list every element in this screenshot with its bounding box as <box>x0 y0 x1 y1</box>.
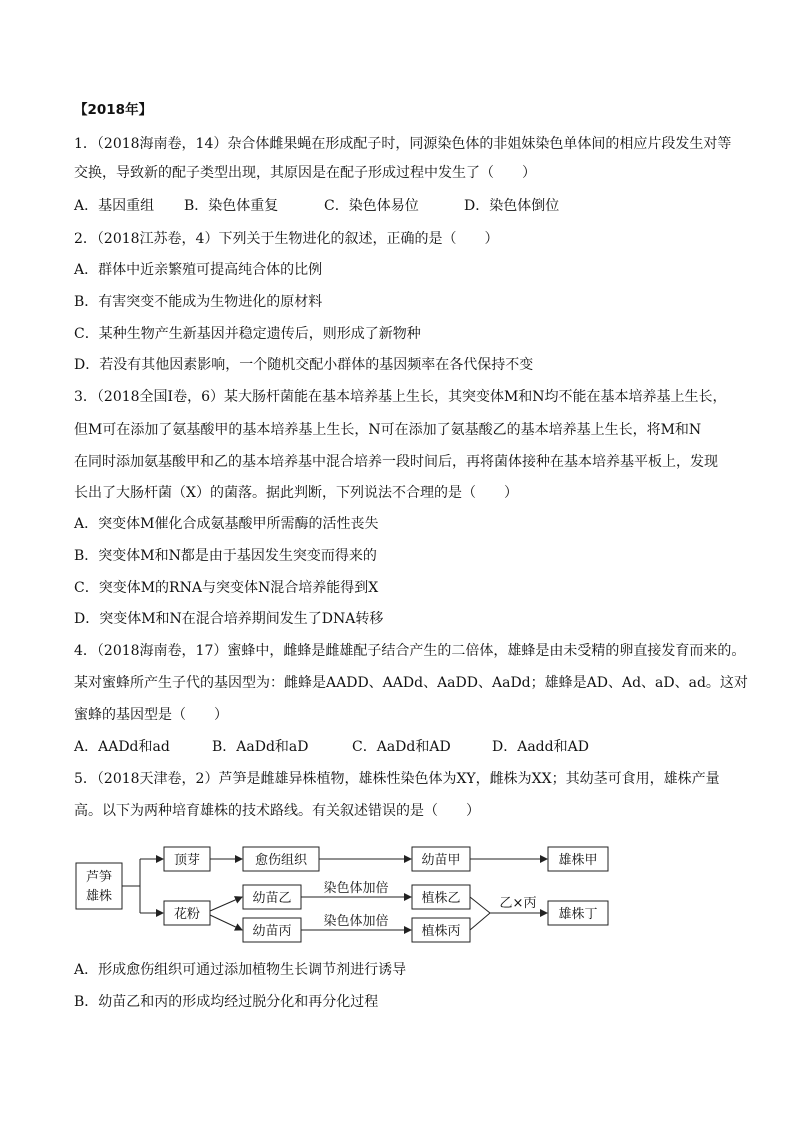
q4-stem-line-3: 蜜蜂的基因型是（ ） <box>74 707 228 723</box>
cross-label: 乙×丙 <box>499 896 537 911</box>
start-label-line-1: 芦笋 <box>85 870 113 885</box>
male-d-label: 雄株丁 <box>558 907 598 922</box>
q4-stem-line-1: 4．（2018海南卷，17）蜜蜂中，雌蜂是雌雄配子结合产生的二倍体，雄蜂是由未受精的卵直接发育而来的。 <box>74 643 746 659</box>
q1-stem-line-1: 1．（2018海南卷，14）杂合体雌果蝇在形成配子时，同源染色体的非姐妹染色单体间的相应片段发生对等 <box>74 136 732 152</box>
q3-stem-line-4: 长出了大肠杆菌（X）的菌落。据此判断，下列说法不合理的是（ ） <box>74 485 518 501</box>
q5-option-b: B．幼苗乙和丙的形成均经过脱分化和再分化过程 <box>74 994 379 1010</box>
q2-option-c: C．某种生物产生新基因并稳定遗传后，则形成了新物种 <box>74 326 421 342</box>
plant-c-label: 植株丙 <box>421 924 461 939</box>
q1-option-b: B．染色体重复 <box>184 198 279 214</box>
q1-option-d: D．染色体倒位 <box>464 198 560 214</box>
seedling-c-label: 幼苗丙 <box>252 924 292 939</box>
year-heading: 【2018年】 <box>74 102 153 118</box>
q2-stem: 2．（2018江苏卷，4）下列关于生物进化的叙述，正确的是（ ） <box>74 231 499 247</box>
start-label-line-2: 雄株 <box>85 889 113 904</box>
q5-option-a: A．形成愈伤组织可通过添加植物生长调节剂进行诱导 <box>74 962 407 978</box>
q3-option-d: D．突变体M和N在混合培养期间发生了DNA转移 <box>74 611 384 627</box>
q2-option-d: D．若没有其他因素影响，一个随机交配小群体的基因频率在各代保持不变 <box>74 357 534 373</box>
q1-option-a: A．基因重组 <box>74 198 155 214</box>
q3-option-b: B．突变体M和N都是由于基因发生突变而得来的 <box>74 548 377 564</box>
q2-option-b: B．有害突变不能成为生物进化的原材料 <box>74 294 323 310</box>
q5-stem-line-2: 高。以下为两种培育雄株的技术路线。有关叙述错误的是（ ） <box>74 803 480 819</box>
q3-stem-line-2: 但M可在添加了氨基酸甲的基本培养基上生长，N可在添加了氨基酸乙的基本培养基上生长，将M和N <box>74 422 702 438</box>
callus-label: 愈伤组织 <box>254 853 308 868</box>
q5-stem-line-1: 5．（2018天津卷，2）芦笋是雌雄异株植物，雄株性染色体为XY，雌株为XX；其幼茎可食用，雄株产量 <box>74 771 720 787</box>
seedling-b-label: 幼苗乙 <box>252 891 292 906</box>
q4-option-b: B．AaDd和aD <box>212 739 309 755</box>
q3-option-a: A．突变体M催化合成氨基酸甲所需酶的活性丧失 <box>74 516 379 532</box>
q4-option-c: C．AaDd和AD <box>352 739 451 755</box>
plant-b-label: 植株乙 <box>421 891 461 906</box>
q3-stem-line-1: 3．（2018全国Ⅰ卷，6）某大肠杆菌能在基本培养基上生长，其突变体M和N均不能在基本培养基上生长， <box>74 389 727 405</box>
q3-option-c: C．突变体M的RNA与突变体N混合培养能得到X <box>74 580 379 596</box>
doubling-label-1: 染色体加倍 <box>323 881 389 896</box>
doubling-label-2: 染色体加倍 <box>323 914 389 929</box>
seedling-a-label: 幼苗甲 <box>421 853 461 868</box>
q1-option-c: C．染色体易位 <box>324 198 419 214</box>
male-a-label: 雄株甲 <box>558 853 598 868</box>
q1-stem-line-2: 交换，导致新的配子类型出现，其原因是在配子形成过程中发生了（ ） <box>74 165 536 181</box>
q4-stem-line-2: 某对蜜蜂所产生子代的基因型为：雌蜂是AADD、AADd、AaDD、AaDd；雄蜂是AD、Ad、aD、ad。这对 <box>74 675 748 691</box>
top-bud-label: 顶芽 <box>173 853 201 868</box>
q4-option-d: D．Aadd和AD <box>492 739 589 755</box>
q4-option-a: A．AADd和ad <box>74 739 170 755</box>
pollen-label: 花粉 <box>173 907 201 922</box>
q3-stem-line-3: 在同时添加氨基酸甲和乙的基本培养基中混合培养一段时间后，再将菌体接种在基本培养基平板上，发现 <box>74 454 718 470</box>
q2-option-a: A．群体中近亲繁殖可提高纯合体的比例 <box>74 262 323 278</box>
